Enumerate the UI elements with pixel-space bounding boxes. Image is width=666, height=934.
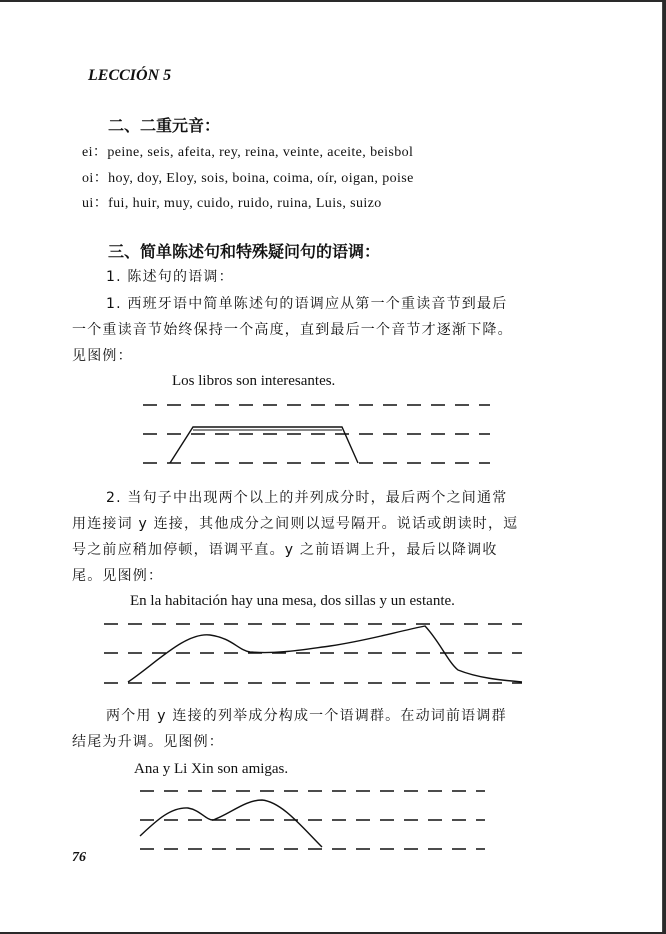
diphthong-label: ui： — [82, 196, 109, 211]
running-header: LECCIÓN 5 — [88, 67, 172, 84]
paragraph-2-line: 号之前应稍加停顿，语调平直。y 之前语调上升，最后以降调收 — [72, 542, 498, 558]
diphthong-words: fui, huir, muy, cuido, ruido, ruina, Luis, suizo — [108, 196, 382, 211]
paragraph-1-line: 1. 西班牙语中简单陈述句的语调应从第一个重读音节到最后 — [106, 296, 508, 312]
subsection-1-title: 1. 陈述句的语调： — [106, 269, 234, 285]
paragraph-2-line: 2. 当句子中出现两个以上的并列成分时，最后两个之间通常 — [106, 490, 508, 506]
paragraph-1-line: 一个重读音节始终保持一个高度，直到最后一个音节才逐渐下降。 — [72, 322, 513, 338]
diphthong-label: oi： — [82, 171, 109, 186]
diphthong-words: hoy, doy, Eloy, sois, boina, coima, oír, oigan, poise — [108, 171, 414, 186]
intonation-curve-3 — [140, 800, 322, 847]
example-sentence-2: En la habitación hay una mesa, dos sillas y un estante. — [130, 593, 455, 609]
diphthong-words: peine, seis, afeita, rey, reina, veinte, aceite, beisbol — [107, 145, 414, 160]
intonation-curve-1 — [170, 427, 358, 463]
section-2-title: 二、二重元音： — [108, 116, 221, 135]
intonation-diagrams — [0, 2, 662, 932]
book-page — [0, 2, 663, 932]
paragraph-2-line: 用连接词 y 连接，其他成分之间则以逗号隔开。说话或朗读时，逗 — [72, 516, 519, 532]
intonation-staff-1 — [143, 405, 490, 463]
intonation-staff-3 — [140, 791, 485, 849]
paragraph-1-line: 见图例： — [72, 348, 133, 364]
intonation-curve-2 — [128, 626, 522, 682]
example-sentence-3: Ana y Li Xin son amigas. — [134, 761, 289, 777]
paragraph-3-line: 结尾为升调。见图例： — [72, 734, 224, 750]
page-number: 76 — [72, 850, 86, 865]
example-sentence-1: Los libros son interesantes. — [172, 373, 336, 389]
diphthong-label: ei： — [82, 145, 108, 160]
paragraph-3-line: 两个用 y 连接的列举成分构成一个语调群。在动词前语调群 — [106, 708, 507, 724]
paragraph-2-line: 尾。见图例： — [72, 568, 164, 584]
section-3-title: 三、简单陈述句和特殊疑问句的语调： — [108, 242, 381, 261]
